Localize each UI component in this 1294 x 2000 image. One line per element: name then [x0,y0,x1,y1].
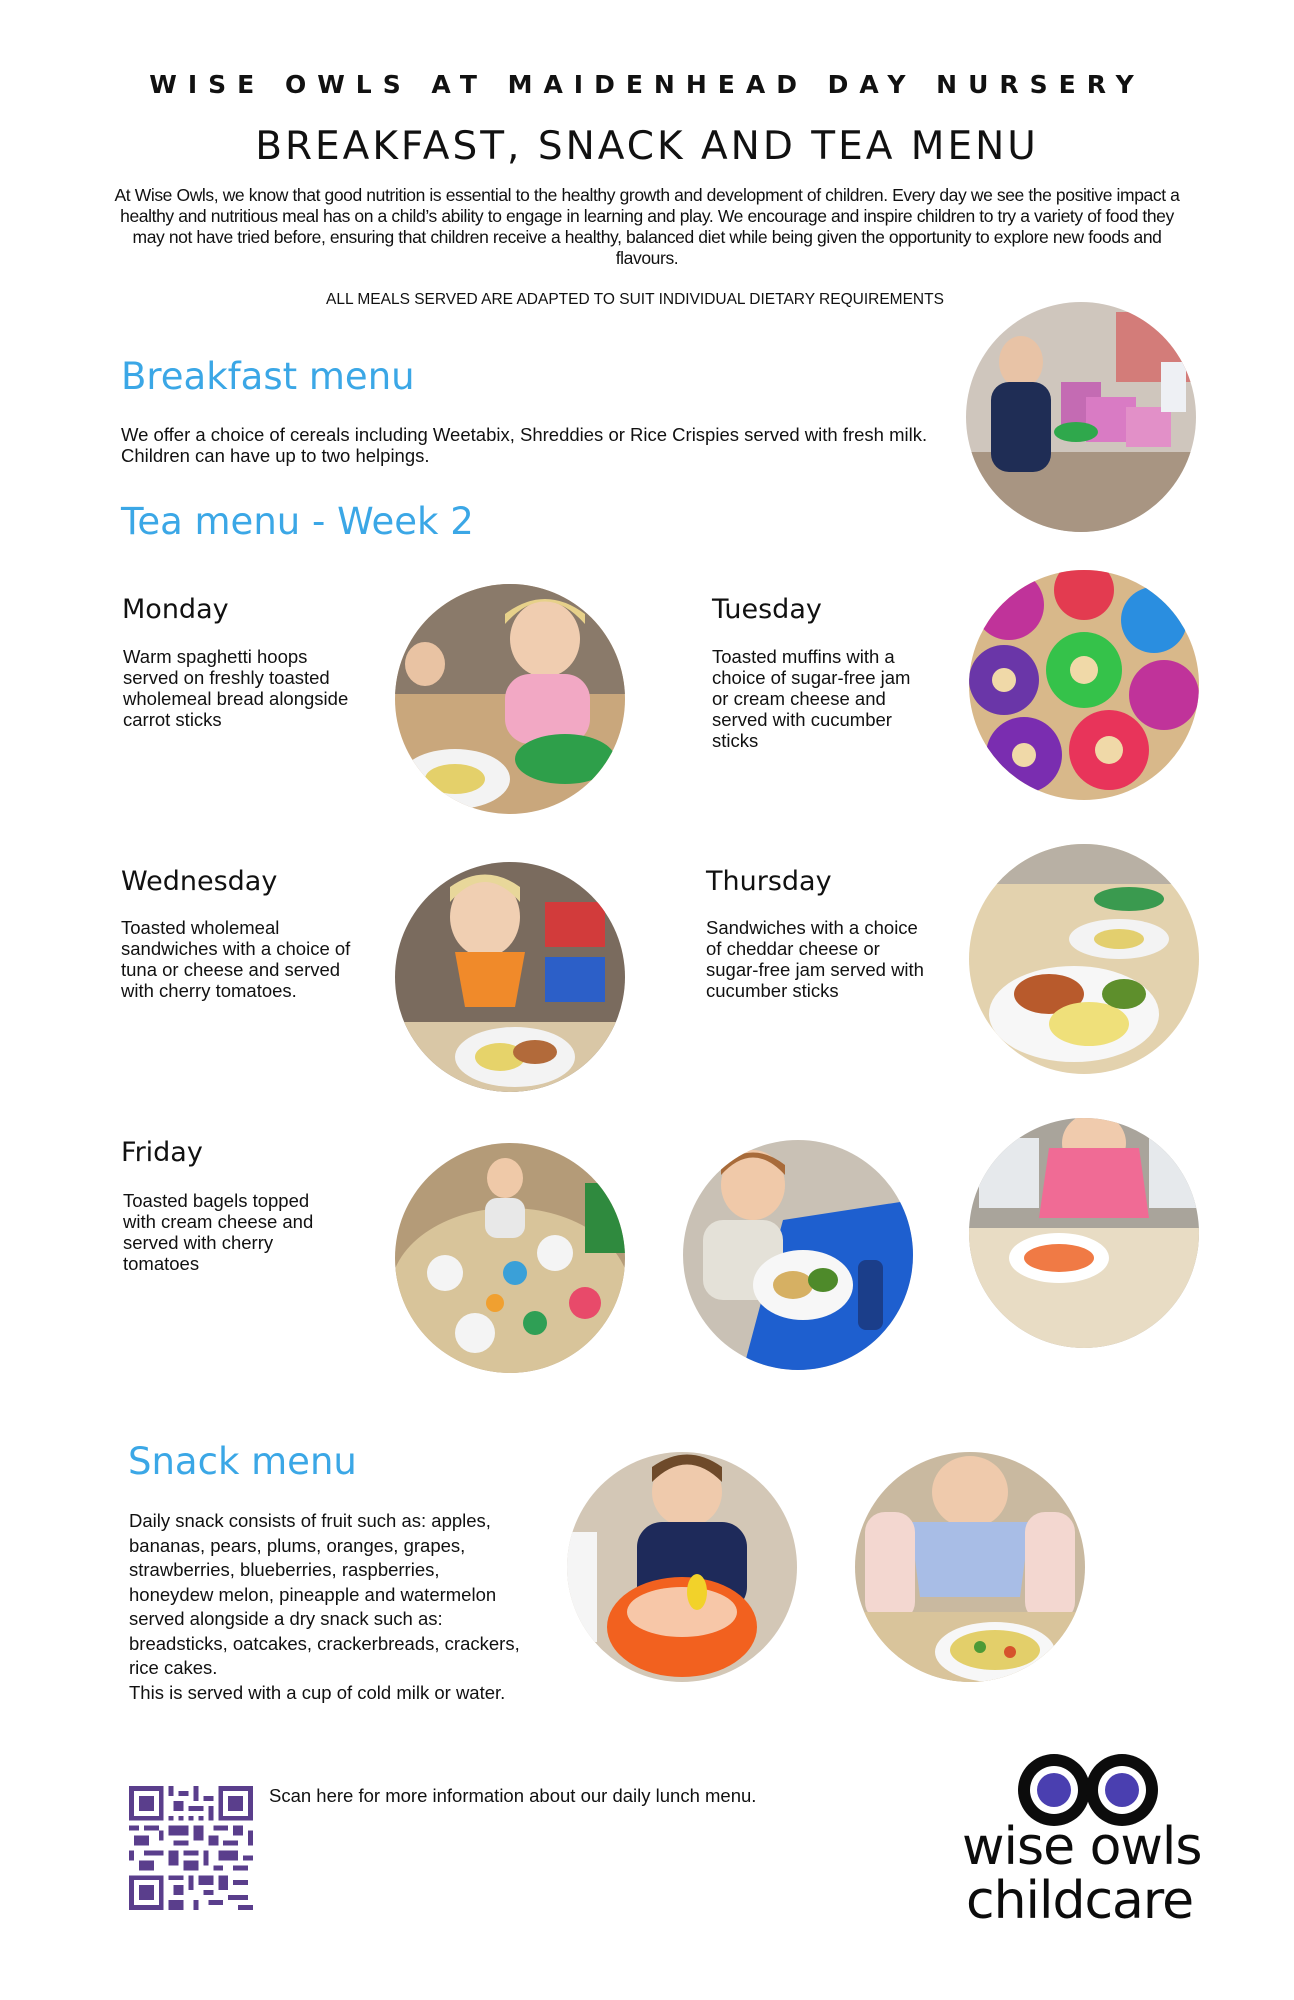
friday-photo-table [395,1143,625,1373]
day-wednesday: Wednesday [121,866,278,897]
thursday-text: Sandwiches with a choice of cheddar cheese or sugar-free jam served with cucumber sticks [706,917,924,1001]
logo-wordmark-sub: childcare [966,1871,1194,1931]
snack-heading: Snack menu [128,1440,357,1483]
snack-photo-bowl [567,1452,797,1682]
friday-photo-highchair [969,1118,1199,1348]
snack-line: strawberries, blueberries, raspberries, [129,1559,440,1580]
intro-paragraph: At Wise Owls, we know that good nutrition is essential to the healthy growth and development of children. Every day we see the positive impact a healthy and nutritious meal has on a child’s ability to engage in learning and play. We encourage and inspire children to try a variety of food they may not have tried before, ensuring that children receive a healthy, balanced diet while being given the opportunity to explore new foods and flavours. [114,185,1180,268]
wednesday-photo [395,862,625,1092]
day-thursday: Thursday [706,866,832,897]
wednesday-text: Toasted wholemeal sandwiches with a choice of tuna or cheese and served with cherry tomatoes. [121,917,351,1001]
snack-line: honeydew melon, pineapple and watermelon [129,1583,497,1605]
nursery-name: WISE OWLS AT MAIDENHEAD DAY NURSERY [149,70,1145,99]
thursday-photo [969,844,1199,1074]
tea-heading: Tea menu - Week 2 [121,500,474,543]
qr-caption: Scan here for more information about our daily lunch menu. [269,1785,757,1806]
friday-photo-boy [683,1140,913,1370]
snack-line: rice cakes. [129,1657,218,1678]
snack-line: bananas, pears, plums, oranges, grapes, [129,1534,466,1556]
breakfast-photo [966,302,1196,532]
tuesday-text: Toasted muffins with a choice of sugar-free jam or cream cheese and served with cucumber sticks [712,646,911,751]
snack-text [129,1509,559,1705]
page-title: BREAKFAST, SNACK AND TEA MENU [255,124,1039,169]
qr-code-icon[interactable] [129,1786,253,1910]
day-tuesday: Tuesday [712,594,822,625]
snack-line: Daily snack consists of fruit such as: apples, [129,1510,491,1531]
tuesday-photo [969,570,1199,800]
snack-line: served alongside a dry snack such as: [129,1608,443,1629]
snack-line: breadsticks, oatcakes, crackerbreads, crackers, [129,1632,520,1654]
breakfast-heading: Breakfast menu [121,355,415,398]
logo-wordmark: wise owls [962,1817,1202,1877]
breakfast-text: We offer a choice of cereals including Weetabix, Shreddies or Rice Crispies served with fresh milk. Children can have up to two helpings. [121,424,928,466]
day-monday: Monday [122,594,229,625]
monday-text: Warm spaghetti hoops served on freshly toasted wholemeal bread alongside carrot sticks [123,646,349,730]
snack-line: This is served with a cup of cold milk or water. [129,1681,506,1703]
day-friday: Friday [121,1137,203,1168]
monday-photo [395,584,625,814]
dietary-note: ALL MEALS SERVED ARE ADAPTED TO SUIT INDIVIDUAL DIETARY REQUIREMENTS [326,291,944,308]
wise-owls-logo-icon [962,1750,1212,1930]
friday-text: Toasted bagels topped with cream cheese and served with cherry tomatoes [123,1190,314,1274]
snack-photo-pasta [855,1452,1085,1682]
